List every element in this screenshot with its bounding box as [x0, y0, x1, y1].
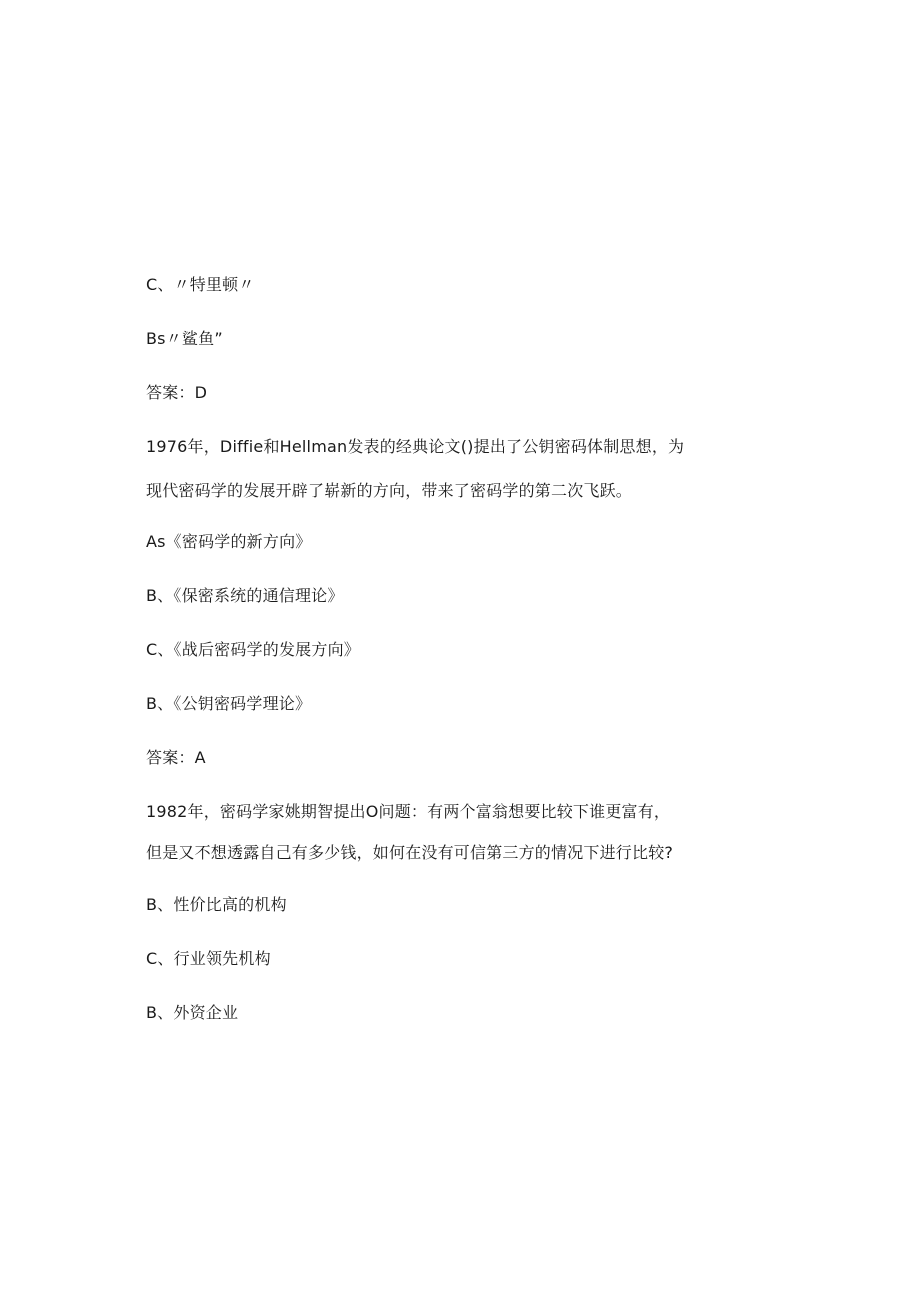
question-1976-line-1: 1976年，Diffie和Hellman发表的经典论文()提出了公钥密码体制思想，为: [146, 437, 685, 456]
question-1982-line-2: 但是又不想透露自己有多少钱，如何在没有可信第三方的情况下进行比较?: [146, 843, 674, 862]
answer-a: 答案：A: [146, 748, 206, 767]
option-b-communication-theory: B、《保密系统的通信理论》: [146, 586, 344, 605]
option-c-industry-leading: C、行业领先机构: [146, 949, 271, 968]
answer-d: 答案：D: [146, 383, 208, 402]
question-1982-line-1: 1982年，密码学家姚期智提出O问题：有两个富翁想要比较下谁更富有，: [146, 802, 671, 821]
question-1976-line-2: 现代密码学的发展开辟了崭新的方向，带来了密码学的第二次飞跃。: [146, 481, 633, 500]
option-b-public-key-theory: B、《公钥密码学理论》: [146, 694, 312, 713]
option-b-foreign-enterprise: B、外资企业: [146, 1003, 239, 1022]
option-c-postwar-cryptography: C、《战后密码学的发展方向》: [146, 640, 360, 659]
option-b-shark: Bs〃鲨鱼”: [146, 329, 223, 348]
option-b-cost-effective: B、性价比高的机构: [146, 895, 287, 914]
option-a-new-directions: As《密码学的新方向》: [146, 532, 312, 551]
option-c-triton: C、〃特里顿〃: [146, 275, 255, 294]
